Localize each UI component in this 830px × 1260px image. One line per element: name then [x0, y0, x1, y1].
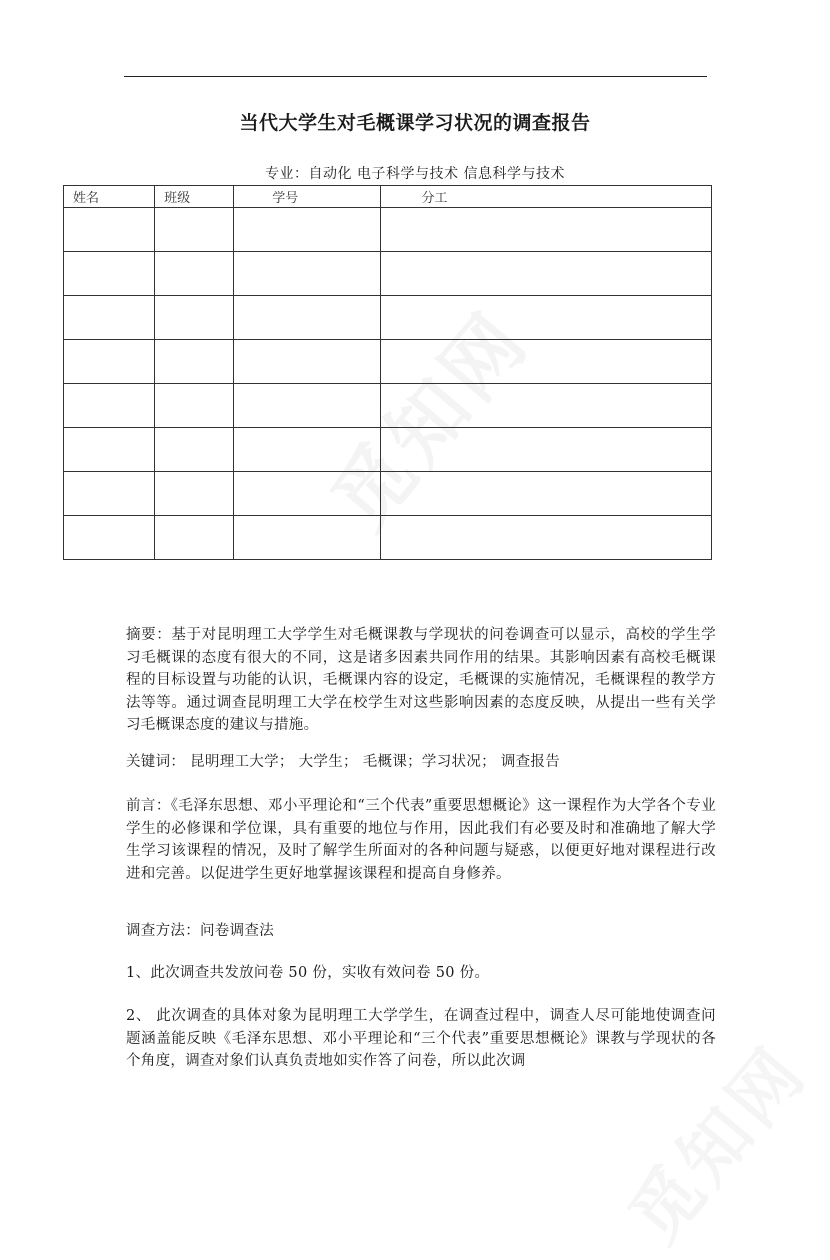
table-cell [155, 252, 234, 296]
table-cell [381, 208, 712, 252]
table-cell [64, 384, 155, 428]
table-row [64, 428, 712, 472]
table-cell [381, 428, 712, 472]
abstract-paragraph: 摘要：基于对昆明理工大学学生对毛概课教与学现状的问卷调查可以显示，高校的学生学习毛概课的态度有很大的不同，这是诸多因素共同作用的结果。其影响因素有高校毛概课程的目标设置与功能的认识，毛概课内容的设定，毛概课的实施情况，毛概课程的教学方法等等。通过调查昆明理工大学在校学生对这些影响因素的态度反映，从提出一些有关学习毛概课态度的建议与措施。 [126, 627, 716, 733]
table-cell [64, 340, 155, 384]
table-row [64, 296, 712, 340]
table-row [64, 516, 712, 560]
header-role: 分工 [381, 186, 712, 208]
table-cell [64, 472, 155, 516]
table-cell [155, 208, 234, 252]
table-body [64, 208, 712, 560]
table-cell [381, 516, 712, 560]
table-cell [64, 516, 155, 560]
table-cell [155, 516, 234, 560]
table-row [64, 252, 712, 296]
table-cell [381, 296, 712, 340]
item-2: 2、 此次调查的具体对象为昆明理工大学学生，在调查过程中，调查人尽可能地使调查问题涵盖能反映《毛泽东思想、邓小平理论和“三个代表”重要思想概论》课教与学现状的各个角度，调查对象们认真负责地如实作答了问卷，所以此次调 [126, 1008, 716, 1069]
method-line: 调查方法：问卷调查法 [126, 923, 274, 939]
table-cell [234, 384, 381, 428]
table-cell [155, 472, 234, 516]
document-title: 当代大学生对毛概课学习状况的调查报告 [239, 112, 591, 134]
table-cell [234, 516, 381, 560]
table-row [64, 472, 712, 516]
table-row [64, 384, 712, 428]
table-cell [155, 428, 234, 472]
table-cell [381, 472, 712, 516]
table-cell [234, 472, 381, 516]
header-class: 班级 [155, 186, 234, 208]
table-cell [64, 208, 155, 252]
table-cell [64, 296, 155, 340]
table-cell [155, 296, 234, 340]
table-cell [381, 252, 712, 296]
table-row [64, 208, 712, 252]
table-cell [234, 208, 381, 252]
header-student-id: 学号 [234, 186, 381, 208]
preface-paragraph: 前言：《毛泽东思想、邓小平理论和“三个代表”重要思想概论》这一课程作为大学各个专业学生的必修课和学位课，具有重要的地位与作用，因此我们有必要及时和准确地了解大学生学习该课程的情况，及时了解学生所面对的各种问题与疑惑，以便更好地对课程进行改进和完善。以促进学生更好地掌握该课程和提高自身修养。 [126, 798, 716, 882]
table-cell [64, 252, 155, 296]
keywords-line: 关键词： 昆明理工大学； 大学生； 毛概课；学习状况； 调查报告 [126, 754, 561, 770]
item-1: 1、此次调查共发放问卷 50 份，实收有效问卷 50 份。 [126, 965, 490, 981]
table-cell [234, 252, 381, 296]
member-table [63, 185, 712, 560]
header-rule [124, 76, 707, 77]
major-line: 专业：自动化 电子科学与技术 信息科学与技术 [265, 166, 565, 182]
table-cell [381, 384, 712, 428]
table-row [64, 340, 712, 384]
table-cell [155, 340, 234, 384]
table-cell [234, 296, 381, 340]
header-name: 姓名 [64, 186, 155, 208]
table-cell [234, 428, 381, 472]
table-cell [64, 428, 155, 472]
table-cell [155, 384, 234, 428]
table-cell [234, 340, 381, 384]
table-header-row [64, 186, 712, 208]
table-cell [381, 340, 712, 384]
